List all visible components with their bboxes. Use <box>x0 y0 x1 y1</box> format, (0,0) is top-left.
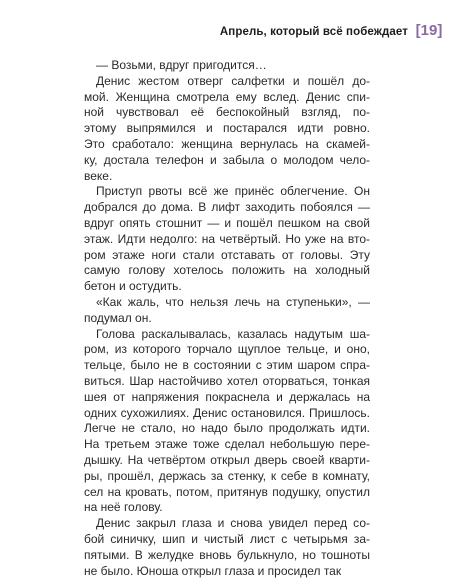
body-text <box>84 58 370 579</box>
text-line: не было. Юноша открыл глаза и просидел так <box>84 564 370 579</box>
paragraph <box>84 295 370 327</box>
text-line: подумал он. <box>84 311 370 327</box>
text-line: Денис закрыл глаза и снова увидел перед со- <box>84 516 370 532</box>
text-line: ром, из которого торчало щуплое тельце, и оно, <box>84 342 370 358</box>
text-line: мой. Женщина смотрела ему вслед. Денис спи- <box>84 90 370 106</box>
text-line: ной чувствовал её беспокойный взгляд, по- <box>84 105 370 121</box>
text-line: — Возьми, вдруг пригодится… <box>84 58 370 74</box>
text-line: Легче не стало, но надо было продолжать идти. <box>84 421 370 437</box>
text-line: добрался до дома. В лифт заходить побоялся — <box>84 200 370 216</box>
text-line: веке. <box>84 169 370 185</box>
text-line: ром этаже ноги стали отставать от головы. Эту <box>84 248 370 264</box>
text-line: вдруг опять стошнит — и пошёл пешком на свой <box>84 216 370 232</box>
page-number: [19] <box>412 21 446 40</box>
text-line: одних сухожилиях. Денис остановился. Пришлось. <box>84 406 370 422</box>
text-line: сел на кровать, потом, притянув подушку, опустил <box>84 485 370 501</box>
running-title: Апрель, который всё побеждает <box>220 26 408 38</box>
text-line: ры, прошёл, держась за стенку, к себе в комнату, <box>84 469 370 485</box>
paragraph <box>84 58 370 74</box>
paragraph <box>84 327 370 517</box>
text-line: бетон и остудить. <box>84 279 370 295</box>
text-line: самую голову хотелось положить на холодный <box>84 263 370 279</box>
paragraph <box>84 74 370 185</box>
text-line: Голова раскалывалась, казалась надутым ша- <box>84 327 370 343</box>
text-line: тельце, было не в состоянии с этим шаром спра- <box>84 358 370 374</box>
text-line: на неё голову. <box>84 500 370 516</box>
text-line: На третьем этаже тоже сделал небольшую пере- <box>84 437 370 453</box>
text-line: дышку. На четвёртом открыл дверь своей кварти- <box>84 453 370 469</box>
text-line: Это сработало: женщина вернулась на скамей- <box>84 137 370 153</box>
text-line: шея от напряжения покраснела и держалась на <box>84 390 370 406</box>
text-line: Приступ рвоты всё же принёс облегчение. Он <box>84 184 370 200</box>
paragraph <box>84 184 370 295</box>
text-line: этому выпрямился и постарался идти ровно. <box>84 121 370 137</box>
text-line: пятыми. В желудке вновь булькнуло, но тошноты <box>84 548 370 564</box>
text-line: виться. Шар настойчиво хотел оторваться, тонкая <box>84 374 370 390</box>
text-line: «Как жаль, что нельзя лечь на ступеньки», — <box>84 295 370 311</box>
text-line: Денис жестом отверг салфетки и пошёл до- <box>84 74 370 90</box>
text-line: бой синичку, шип и чистый лист с четырьмя за- <box>84 532 370 548</box>
page-number-value: 19 <box>421 22 438 39</box>
text-line: ку, достала телефон и забыла о молодом чело- <box>84 153 370 169</box>
text-line: этаж. Идти недолго: на четвёртый. Но уже на вто- <box>84 232 370 248</box>
